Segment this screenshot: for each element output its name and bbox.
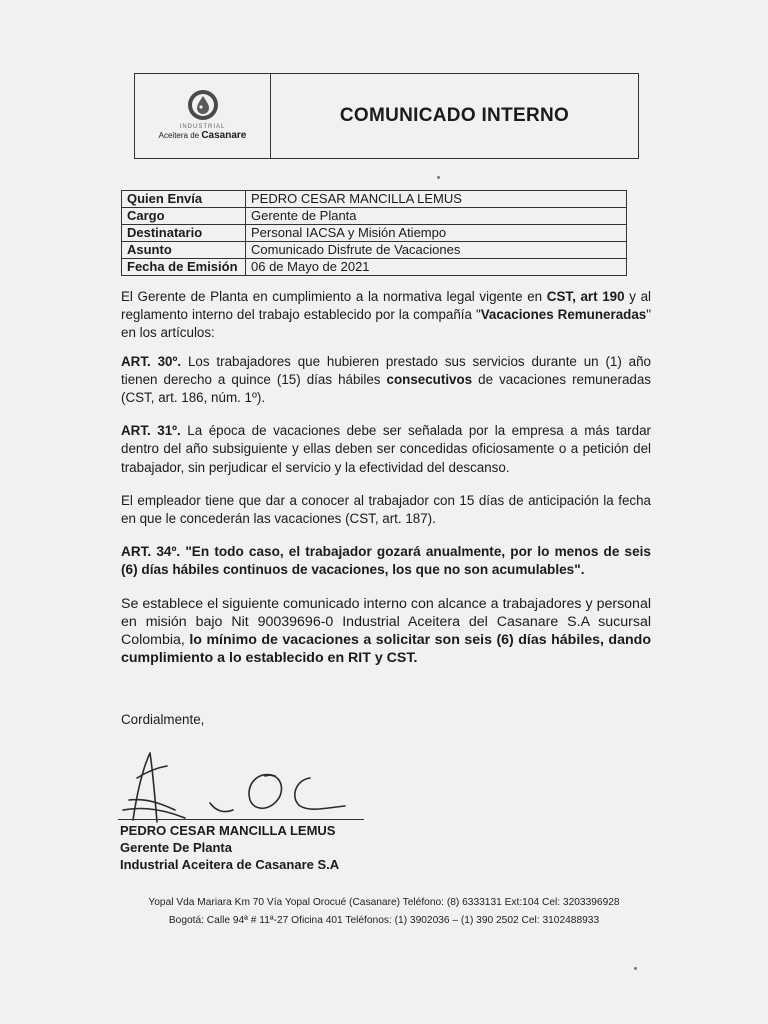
table-row xyxy=(122,259,627,276)
document-title: COMUNICADO INTERNO xyxy=(339,105,570,126)
document-footer xyxy=(100,894,668,930)
signer-name: PEDRO CESAR MANCILLA LEMUS xyxy=(120,823,336,838)
info-label: Fecha de Emisión xyxy=(122,259,246,276)
info-label: Quien Envía xyxy=(122,191,246,208)
document-header xyxy=(134,73,639,159)
title-cell xyxy=(271,74,638,158)
table-row xyxy=(122,191,627,208)
document-body xyxy=(121,288,651,667)
footer-address-yopal: Yopal Vda Mariara Km 70 Vía Yopal Orocué (Casanare) Teléfono: (8) 6333131 Ext:104 Cel: 3203396928 xyxy=(148,897,620,908)
article-31-paragraph: ART. 31º. La época de vacaciones debe ser señalada por la empresa a más tardar dentro del año subsiguiente y ellas deben ser concedidas oficiosamente o a petición del trabajador, sin perjudicar el servicio y la efectividad del descanso. xyxy=(121,423,651,475)
info-table xyxy=(121,190,627,276)
employer-paragraph: El empleador tiene que dar a conocer al trabajador con 15 días de anticipación la fecha en que le concederán las vacaciones (CST, art. 187). xyxy=(121,492,651,527)
info-label: Cargo xyxy=(122,208,246,225)
logo-name: Aceitera de Casanare xyxy=(158,129,247,141)
closing-salutation: Cordialmente, xyxy=(121,712,205,727)
info-label: Destinatario xyxy=(122,225,246,242)
info-value: Comunicado Disfrute de Vacaciones xyxy=(246,242,627,259)
table-row xyxy=(122,225,627,242)
logo-tagline: INDUSTRIAL xyxy=(179,123,226,130)
scan-speck xyxy=(437,176,440,179)
scan-speck xyxy=(634,967,637,970)
company-logo xyxy=(135,74,271,158)
signature-line xyxy=(118,819,364,820)
table-row xyxy=(122,208,627,225)
oil-drop-logo-icon xyxy=(186,88,220,122)
info-value: 06 de Mayo de 2021 xyxy=(246,259,627,276)
signer-company: Industrial Aceitera de Casanare S.A xyxy=(120,857,340,872)
info-value: PEDRO CESAR MANCILLA LEMUS xyxy=(246,191,627,208)
intro-paragraph: El Gerente de Planta en cumplimiento a la normativa legal vigente en CST, art 190 y al reglamento interno del trabajo establecido por la compañía "Vacaciones Remuneradas" en los artículos: xyxy=(121,289,651,341)
final-paragraph: Se establece el siguiente comunicado interno con alcance a trabajadores y personal en misión bajo Nit 90039696-0 Industrial Aceitera del Casanare S.A sucursal Colombia, lo mínimo de vacaciones a solicitar son seis (6) días hábiles, dando cumplimiento a lo establecido en RIT y CST. xyxy=(121,595,651,666)
footer-address-bogota: Bogotá: Calle 94ª # 11ª-27 Oficina 401 Teléfonos: (1) 3902036 – (1) 390 2502 Cel: 3102488933 xyxy=(168,915,600,926)
signer-role: Gerente De Planta xyxy=(120,840,232,855)
signer-block xyxy=(120,822,339,873)
info-value: Personal IACSA y Misión Atiempo xyxy=(246,225,627,242)
article-34-paragraph: ART. 34º. "En todo caso, el trabajador gozará anualmente, por lo menos de seis (6) días hábiles continuos de vacaciones, los que no son acumulables". xyxy=(121,544,651,578)
info-value: Gerente de Planta xyxy=(246,208,627,225)
table-row xyxy=(122,242,627,259)
info-label: Asunto xyxy=(122,242,246,259)
article-30-paragraph: ART. 30º. Los trabajadores que hubieren prestado sus servicios durante un (1) año tienen derecho a quince (15) días hábiles consecutivos de vacaciones remuneradas (CST, art. 186, núm. 1º). xyxy=(121,353,652,406)
handwritten-signature xyxy=(115,748,365,828)
